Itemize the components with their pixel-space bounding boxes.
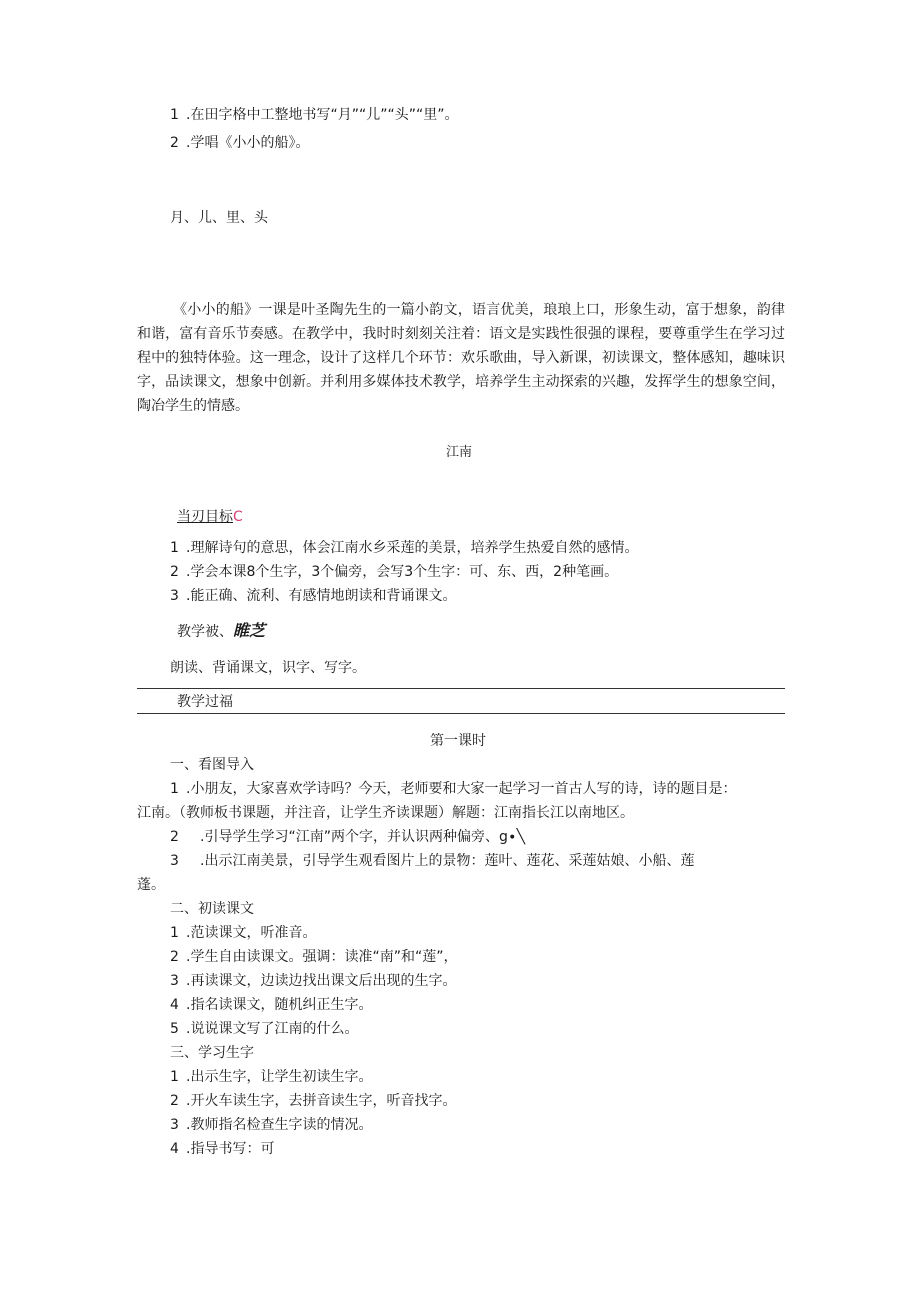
- goal-number: 3: [170, 588, 179, 604]
- list-item: [170, 1067, 372, 1087]
- list-item: [170, 971, 456, 991]
- list-text: .指导书写：可: [186, 1141, 275, 1157]
- reflection-paragraph: 《小小的船》一课是叶圣陶先生的一篇小韵文，语言优美，琅琅上口，形象生动，富于想象，韵律和谐，富有音乐节奏感。在教学中，我时时刻刻关注着：语文是实践性很强的课程，要尊重学生在学习过程中的独特体验。这一理念，设计了这样几个环节：欢乐歌曲，导入新课，初读课文，整体感知，趣味识字，品读课文，想象中创新。并利用多媒体技术教学，培养学生主动探索的兴趣，发挥学生的想象空间，陶冶学生的情感。: [137, 302, 785, 414]
- list-item: [170, 851, 694, 871]
- list-item: [170, 1139, 274, 1159]
- list-text: .说说课文写了江南的什么。: [186, 1021, 359, 1037]
- goal-number: 1: [170, 540, 179, 556]
- list-number: 2: [170, 135, 179, 151]
- goal-text: .能正确、流利、有感情地朗读和背诵课文。: [186, 588, 457, 604]
- goal-item: [170, 538, 638, 558]
- list-text: .学生自由读课文。强调：读准“南”和“莲”，: [186, 949, 458, 965]
- list-number: 1: [170, 925, 179, 941]
- list-text: .开火车读生字，去拼音读生字，听音找字。: [186, 1093, 457, 1109]
- list-text: .出示生字，让学生初读生字。: [186, 1069, 373, 1085]
- list-item: [170, 923, 316, 943]
- list-number: 4: [170, 997, 179, 1013]
- list-number: 2: [170, 829, 179, 845]
- list-item-continuation: 江南。（教师板书课题，并注音，让学生齐读课题）解题：江南指长江以南地区。: [137, 805, 634, 821]
- list-item: [170, 779, 736, 799]
- list-item: [170, 947, 457, 967]
- list-text: .再读课文，边读边找出课文后出现的生字。: [186, 973, 457, 989]
- focus-heading: [177, 621, 265, 642]
- goals-heading: [177, 507, 243, 527]
- list-text: .教师指名检查生字读的情况。: [186, 1117, 373, 1133]
- list-number: 3: [170, 1117, 179, 1133]
- goal-item: [170, 586, 456, 606]
- process-heading: 教学过福: [177, 694, 233, 710]
- goal-number: 2: [170, 564, 179, 580]
- goals-heading-mark: C: [233, 509, 243, 525]
- list-item: [170, 133, 309, 153]
- list-number: 1: [170, 107, 179, 123]
- section-title: 三、学习生字: [170, 1045, 254, 1061]
- list-number: 1: [170, 1069, 179, 1085]
- list-number: 2: [170, 1093, 179, 1109]
- list-number: 3: [170, 973, 179, 989]
- list-item: [170, 1115, 372, 1135]
- list-number: 4: [170, 1141, 179, 1157]
- goal-item: [170, 562, 618, 582]
- focus-text: 朗读、背诵课文，识字、写字。: [170, 660, 366, 676]
- divider: [137, 688, 785, 689]
- list-text: .在田字格中工整地书写“月”“儿”“头”“里”。: [186, 107, 459, 123]
- focus-heading-text: 教学被、: [177, 624, 233, 640]
- goals-heading-text: 当刃目标: [177, 509, 233, 525]
- list-number: 3: [170, 853, 179, 869]
- list-item: [170, 1019, 358, 1039]
- list-number: 5: [170, 1021, 179, 1037]
- list-item: [170, 827, 525, 847]
- list-item: [170, 995, 372, 1015]
- list-item: [170, 1091, 456, 1111]
- list-text: .学唱《小小的船》。: [186, 135, 310, 151]
- list-text: .范读课文，听准音。: [186, 925, 317, 941]
- focus-heading-script: 睢芝: [233, 621, 266, 640]
- divider: [137, 713, 785, 714]
- list-text: .出示江南美景，引导学生观看图片上的景物：莲叶、莲花、采莲姑娘、小船、莲: [200, 853, 695, 869]
- section-title: 一、看图导入: [170, 757, 254, 773]
- lesson-title: 江南: [446, 445, 473, 460]
- list-text: .引导学生学习“江南”两个字，并认识两种偏旁、g∙╲: [200, 829, 526, 845]
- section-title: 二、初读课文: [170, 901, 254, 917]
- goal-text: .学会本课8个生字，3个偏旁，会写3个生字：可、东、西，2种笔画。: [186, 564, 619, 580]
- chars-line: 月、儿、里、头: [170, 210, 268, 226]
- list-item-continuation: 蓬。: [137, 877, 165, 893]
- goal-text: .理解诗句的意思，体会江南水乡采莲的美景，培养学生热爱自然的感情。: [186, 540, 639, 556]
- list-text: .指名读课文，随机纠正生字。: [186, 997, 373, 1013]
- list-number: 1: [170, 781, 179, 797]
- list-number: 2: [170, 949, 179, 965]
- list-item: [170, 105, 458, 125]
- list-text: .小朋友，大家喜欢学诗吗？今天，老师要和大家一起学习一首古人写的诗，诗的题目是：: [186, 781, 737, 797]
- period-title: 第一课时: [430, 733, 486, 749]
